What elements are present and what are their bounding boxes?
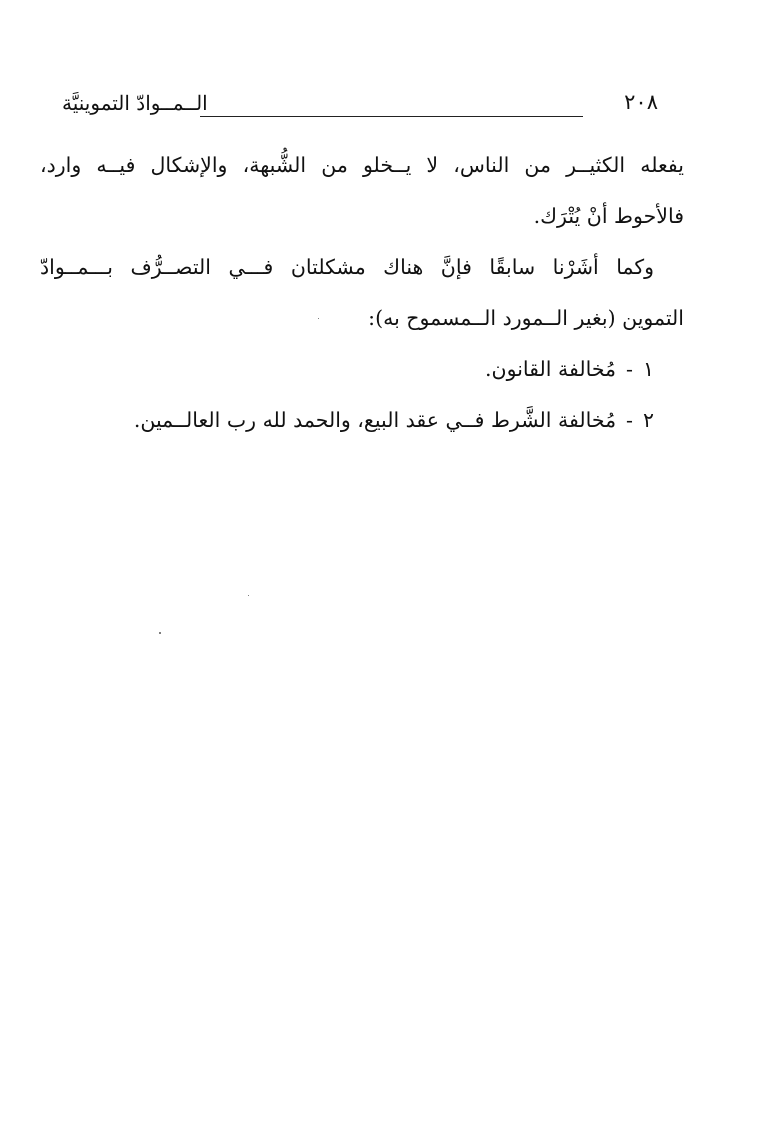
scan-speck: [248, 595, 249, 596]
list-item-dash: -: [626, 408, 633, 432]
header-rule: [200, 116, 583, 117]
list-item-dash: -: [626, 357, 633, 381]
list-item: [40, 344, 684, 395]
page-number: ٢٠٨: [624, 90, 658, 114]
scan-speck: [318, 318, 319, 319]
body-text: [40, 140, 684, 446]
list-item: [40, 395, 684, 446]
list-item-text: مُخالفة الشَّرط فــي عقد البيع، والحمد لله رب العالــمين.: [133, 408, 617, 432]
running-title: الــمــوادّ التموينيَّة: [62, 91, 208, 115]
scan-speck: [159, 632, 161, 634]
paragraph-line: فالأحوط أنْ يُتْرَك.: [533, 204, 684, 228]
list-item-text: مُخالفة القانون.: [485, 357, 617, 381]
list-item-number: ١: [642, 357, 654, 381]
paragraph-line: يفعله الكثيــر من الناس، لا يــخلو من الشُّبهة، والإشكال فيــه وارد،: [40, 153, 684, 177]
paragraph-line: التموين (بغير الــمورد الــمسموح به):: [368, 306, 684, 330]
paragraph-line: وكما أشَرْنا سابقًا فإنَّ هناك مشكلتان فـــي التصــرُّف بـــمــوادّ: [40, 255, 654, 279]
list-item-number: ٢: [642, 408, 654, 432]
page-header: [62, 90, 684, 124]
